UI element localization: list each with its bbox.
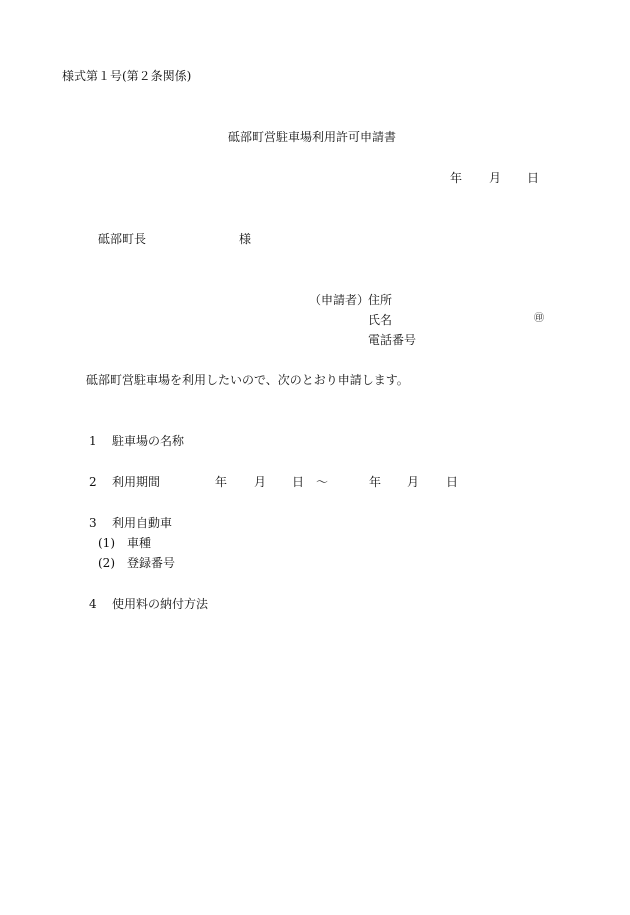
end-day: 日 [446,475,459,489]
start-month: 月 [254,475,267,489]
date-day: 日 [527,171,540,185]
end-month: 月 [407,475,420,489]
form-title: 砥部町営駐車場利用許可申請書 [228,130,397,144]
item-4-number: 4 [89,597,97,611]
date-month: 月 [489,171,502,185]
addressee-name: 砥部町長 [98,232,147,246]
date-year: 年 [450,171,463,185]
end-year: 年 [369,475,382,489]
item-3-label: 利用自動車 [112,516,173,530]
item-2-label: 利用期間 [112,475,161,489]
applicant-label: （申請者） [309,293,370,307]
item-3-sub2-label: 登録番号 [127,556,176,570]
start-year: 年 [215,475,228,489]
period-tilde: ～ [316,475,329,489]
item-3-number: 3 [89,516,97,530]
form-number: 様式第１号(第２条関係) [62,69,192,83]
item-1-number: 1 [89,434,97,448]
seal-icon: ㊞ [534,313,544,324]
name-label: 氏名 [368,313,393,327]
item-3-sub1-number: (1) [98,536,115,550]
item-4-label: 使用料の納付方法 [112,597,209,611]
item-3-sub1-label: 車種 [127,536,152,550]
item-1-label: 駐車場の名称 [112,434,185,448]
start-day: 日 [292,475,305,489]
phone-label: 電話番号 [368,333,417,347]
address-label: 住所 [368,293,393,307]
item-3-sub2-number: (2) [98,556,115,570]
intro-text: 砥部町営駐車場を利用したいので、次のとおり申請します。 [86,373,409,387]
addressee-honorific: 様 [239,232,252,246]
item-2-number: 2 [89,475,97,489]
